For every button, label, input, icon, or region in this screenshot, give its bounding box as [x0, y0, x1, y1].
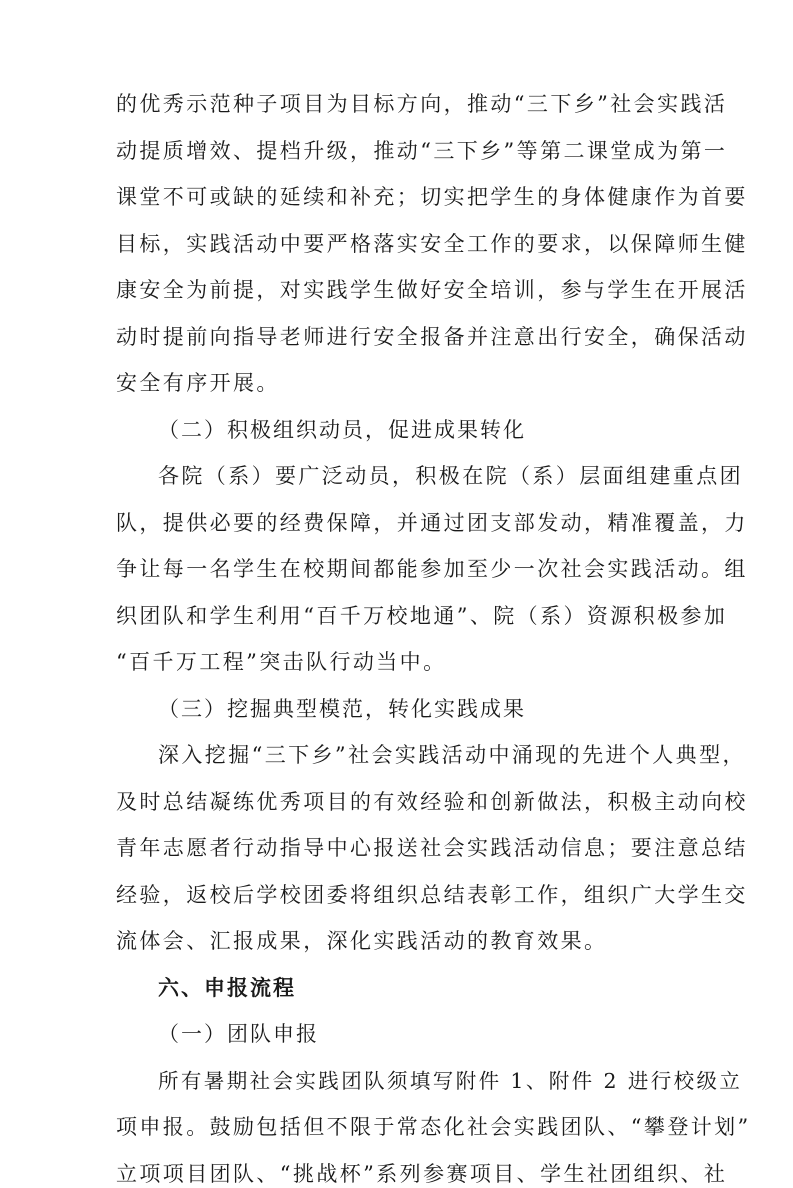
section-heading: （一）团队申报 — [158, 1022, 319, 1046]
paragraph-line: 安全有序开展。 — [116, 371, 280, 395]
section-title: 六、申报流程 — [158, 976, 296, 1000]
paragraph-line: 织团队和学生利用“百千万校地通”、院（系）资源积极参加 — [116, 604, 728, 628]
paragraph-line: 所有暑期社会实践团队须填写附件 1、附件 2 进行校级立 — [158, 1069, 743, 1093]
paragraph-line: 动提质增效、提档升级，推动“三下乡”等第二课堂成为第一 — [116, 139, 728, 163]
section-heading: （三）挖掘典型模范，转化实践成果 — [158, 697, 526, 721]
paragraph-line: 立项项目团队、“挑战杯”系列参赛项目、学生社团组织、社 — [116, 1162, 728, 1186]
paragraph-line: 经验，返校后学校团委将组织总结表彰工作，组织广大学生交 — [116, 883, 748, 907]
paragraph-line: 流体会、汇报成果，深化实践活动的教育效果。 — [116, 929, 608, 953]
paragraph-line: 目标，实践活动中要严格落实安全工作的要求，以保障师生健 — [116, 232, 748, 256]
paragraph-line: 各院（系）要广泛动员，积极在院（系）层面组建重点团 — [158, 464, 743, 488]
paragraph-line: 争让每一名学生在校期间都能参加至少一次社会实践活动。组 — [116, 557, 748, 581]
section-heading: （二）积极组织动员，促进成果转化 — [158, 418, 526, 442]
paragraph-line: 动时提前向指导老师进行安全报备并注意出行安全，确保活动 — [116, 325, 748, 349]
paragraph-line: 队，提供必要的经费保障，并通过团支部发动，精准覆盖，力 — [116, 511, 748, 535]
paragraph-line: 课堂不可或缺的延续和补充；切实把学生的身体健康作为首要 — [116, 185, 748, 209]
paragraph-line: “百千万工程”突击队行动当中。 — [116, 650, 447, 674]
paragraph-line: 深入挖掘“三下乡”社会实践活动中涌现的先进个人典型， — [158, 743, 746, 767]
paragraph-line: 及时总结凝练优秀项目的有效经验和创新做法，积极主动向校 — [116, 790, 748, 814]
paragraph-line: 项申报。鼓励包括但不限于常态化社会实践团队、“攀登计划” — [116, 1115, 751, 1139]
paragraph-line: 康安全为前提，对实践学生做好安全培训，参与学生在开展活 — [116, 278, 748, 302]
paragraph-line: 青年志愿者行动指导中心报送社会实践活动信息；要注意总结 — [116, 836, 748, 860]
paragraph-line: 的优秀示范种子项目为目标方向，推动“三下乡”社会实践活 — [116, 92, 728, 116]
